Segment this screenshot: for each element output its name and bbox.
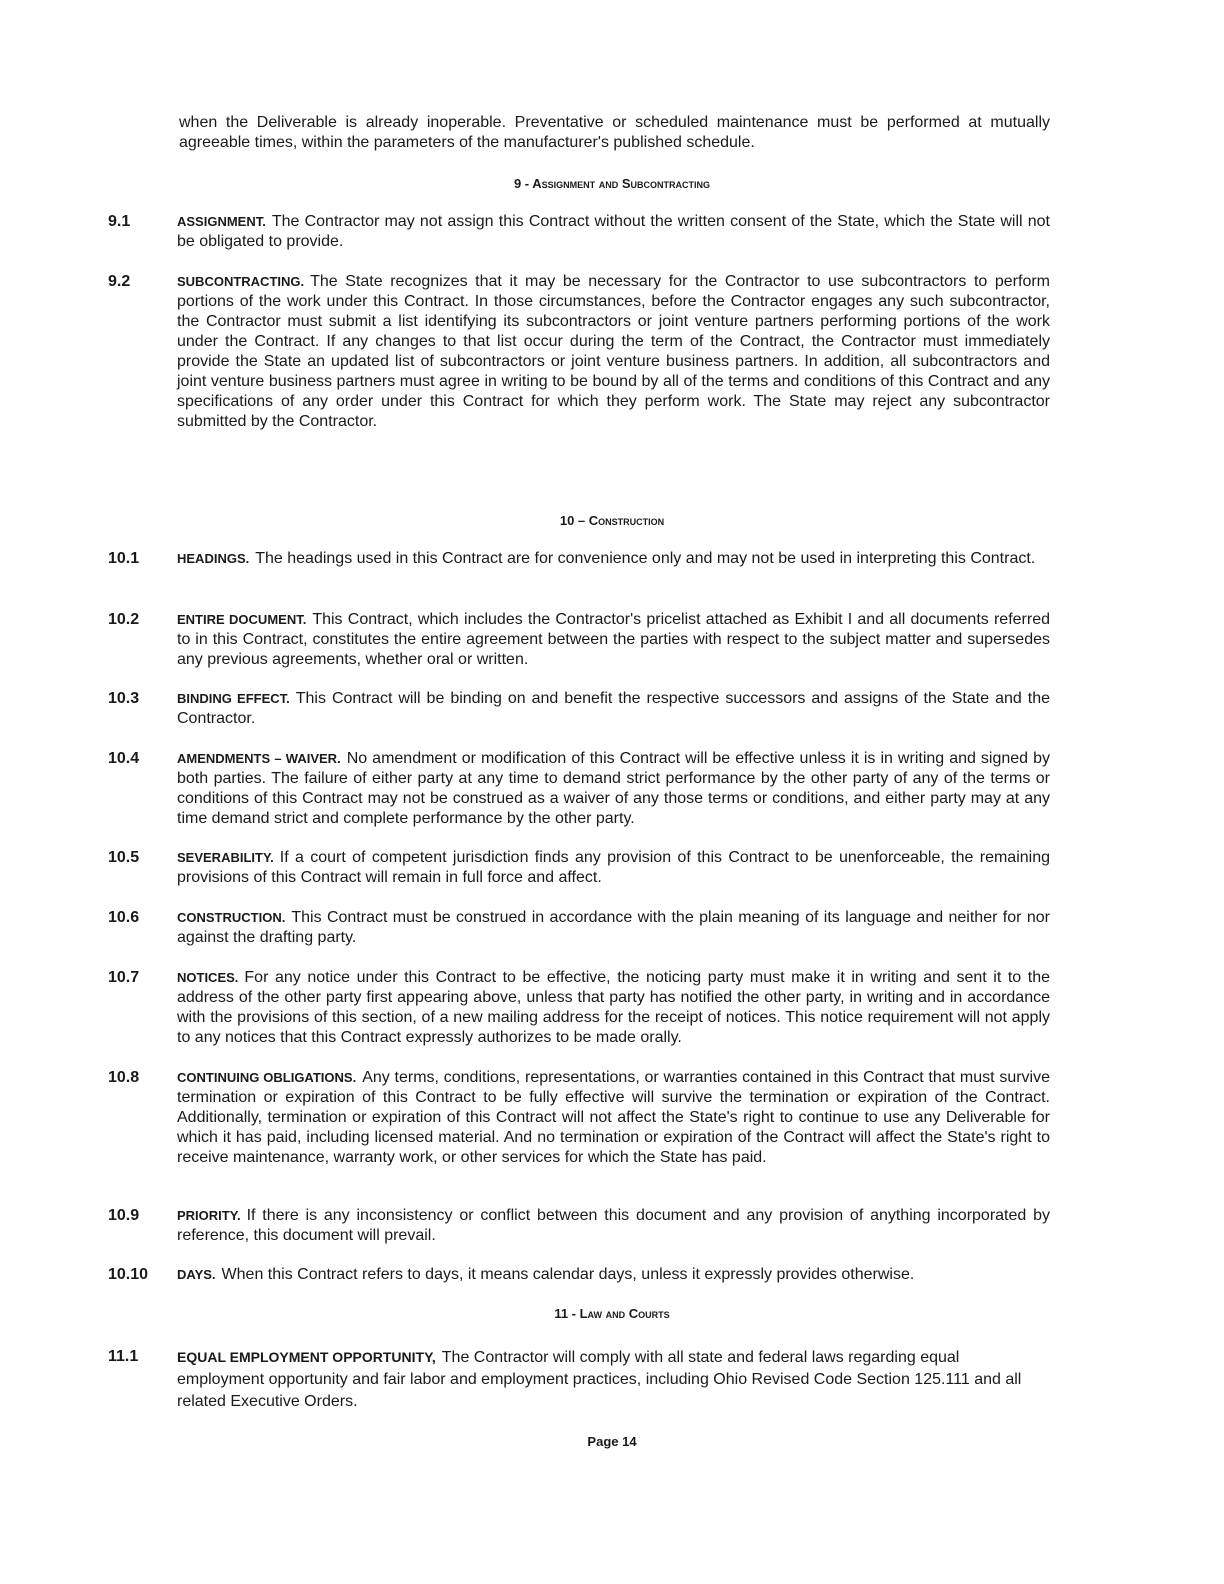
- clause-11-1: [108, 1346, 1050, 1413]
- clause-title: ASSIGNMENT.: [177, 214, 266, 229]
- clause-number: 10.8: [108, 1069, 140, 1086]
- clause-title: PRIORITY.: [177, 1208, 241, 1223]
- clause-10-7: [108, 968, 1050, 1048]
- clause-title: CONTINUING OBLIGATIONS.: [177, 1070, 357, 1085]
- clause-10-4: [108, 749, 1050, 829]
- clause-9-2: [108, 272, 1050, 432]
- clause-title: AMENDMENTS – WAIVER.: [177, 751, 341, 766]
- section-heading-9: 9 - Assignment and Subcontracting: [513, 176, 711, 191]
- clause-number: 10.9: [108, 1207, 140, 1224]
- clause-text: The Contractor will comply with all state and federal laws regarding equal employment opportunity and fair labor and employment practices, including Ohio Revised Code Section 125.111 and all related Executive Orders.: [177, 1349, 1022, 1410]
- page-number: Page 14: [587, 1434, 637, 1449]
- clause-number: 10.10: [108, 1266, 149, 1283]
- clause-text: No amendment or modification of this Contract will be effective unless it is in writing and signed by both parties. The failure of either party at any time to demand strict performance by the other party of any of the terms or conditions of this Contract may not be construed as a waiver of any those terms or conditions, and either party may at any time demand strict and complete performance by the other party.: [177, 750, 1051, 827]
- clause-text: When this Contract refers to days, it means calendar days, unless it expressly provides otherwise.: [221, 1266, 915, 1283]
- clause-text: The State recognizes that it may be necessary for the Contractor to use subcontractors to perform portions of the work under this Contract. In those circumstances, before the Contractor engages any such subcontractor, the Contractor must submit a list identifying its subcontractors or joint venture partners performing portions of the work under the Contract. If any changes to that list occur during the term of the Contract, the Contractor must immediately provide the State an updated list of subcontractors or joint venture business partners. In addition, all subcontractors and joint venture business partners must agree in writing to be bound by all of the terms and conditions of this Contract and any specifications of any order under this Contract for which they perform work. The State may reject any subcontractor submitted by the Contractor.: [177, 273, 1050, 430]
- clause-10-8: [108, 1068, 1050, 1168]
- clause-number: 10.3: [108, 690, 140, 707]
- clause-10-10: [108, 1265, 1050, 1285]
- clause-text: Any terms, conditions, representations, or warranties contained in this Contract that must survive termination or expiration of this Contract to be fully effective will survive the termination or expiration of the Contract. Additionally, termination or expiration of this Contract will not affect the State's right to continue to use any Deliverable for which it has paid, including licensed material. And no termination or expiration of the Contract will affect the State's right to receive maintenance, warranty work, or other services for which the State has paid.: [177, 1069, 1050, 1166]
- clause-title: BINDING EFFECT.: [177, 691, 290, 706]
- clause-text: If there is any inconsistency or conflict between this document and any provision of anything incorporated by reference, this document will prevail.: [177, 1207, 1068, 1244]
- clause-number: 10.1: [108, 550, 140, 567]
- clause-number: 10.2: [108, 611, 140, 628]
- clause-title: ENTIRE DOCUMENT.: [177, 612, 307, 627]
- clause-title: SEVERABILITY.: [177, 850, 274, 865]
- section-heading-11: 11 - Law and Courts: [554, 1306, 670, 1321]
- clause-text: For any notice under this Contract to be effective, the noticing party must make it in writing and sent it to the address of the other party first appearing above, unless that party has notified the other party, in writing and in accordance with the provisions of this section, of a new mailing address for the receipt of notices. This notice requirement will not apply to any notices that this Contract expressly authorizes to be made orally.: [177, 969, 1050, 1046]
- clause-number: 10.6: [108, 909, 140, 926]
- clause-number: 10.5: [108, 849, 140, 866]
- clause-text: This Contract must be construed in accordance with the plain meaning of its language and neither for nor against the drafting party.: [177, 909, 1050, 946]
- clause-text: The Contractor may not assign this Contract without the written consent of the State, which the State will not be obligated to provide.: [177, 213, 1050, 250]
- clause-10-2: [108, 610, 1050, 670]
- clause-title: HEADINGS.: [177, 551, 250, 566]
- clause-10-3: [108, 689, 1050, 729]
- clause-text: If a court of competent jurisdiction finds any provision of this Contract to be unenforceable, the remaining provisions of this Contract will remain in full force and affect.: [177, 849, 1050, 886]
- clause-text: This Contract, which includes the Contractor's pricelist attached as Exhibit I and all documents referred to in this Contract, constitutes the entire agreement between the parties with respect to the subject matter and supersedes any previous agreements, whether oral or written.: [177, 611, 1050, 668]
- clause-text: The headings used in this Contract are for convenience only and may not be used in interpreting this Contract.: [255, 550, 1036, 567]
- clause-title: NOTICES.: [177, 970, 239, 985]
- clause-number: 9.2: [108, 273, 131, 290]
- clause-number: 10.4: [108, 750, 140, 767]
- clause-number: 9.1: [108, 213, 131, 230]
- clause-number: 11.1: [108, 1348, 139, 1365]
- clause-text: This Contract will be binding on and benefit the respective successors and assigns of the State and the Contractor.: [177, 690, 1050, 727]
- clause-10-1: [108, 549, 1050, 569]
- clause-title: EQUAL EMPLOYMENT OPPORTUNITY,: [177, 1349, 436, 1365]
- clause-10-9: [108, 1206, 1068, 1246]
- clause-10-5: [108, 848, 1050, 888]
- clause-title: CONSTRUCTION.: [177, 910, 286, 925]
- clause-number: 10.7: [108, 969, 140, 986]
- intro-paragraph: when the Deliverable is already inoperable. Preventative or scheduled maintenance must be performed at mutually agreeable times, within the parameters of the manufacturer's published schedule.: [179, 114, 1050, 151]
- clause-10-6: [108, 908, 1050, 948]
- section-heading-10: 10 – Construction: [559, 513, 665, 528]
- clause-title: SUBCONTRACTING.: [177, 274, 305, 289]
- clause-title: DAYS.: [177, 1267, 216, 1282]
- clause-9-1: [108, 212, 1050, 252]
